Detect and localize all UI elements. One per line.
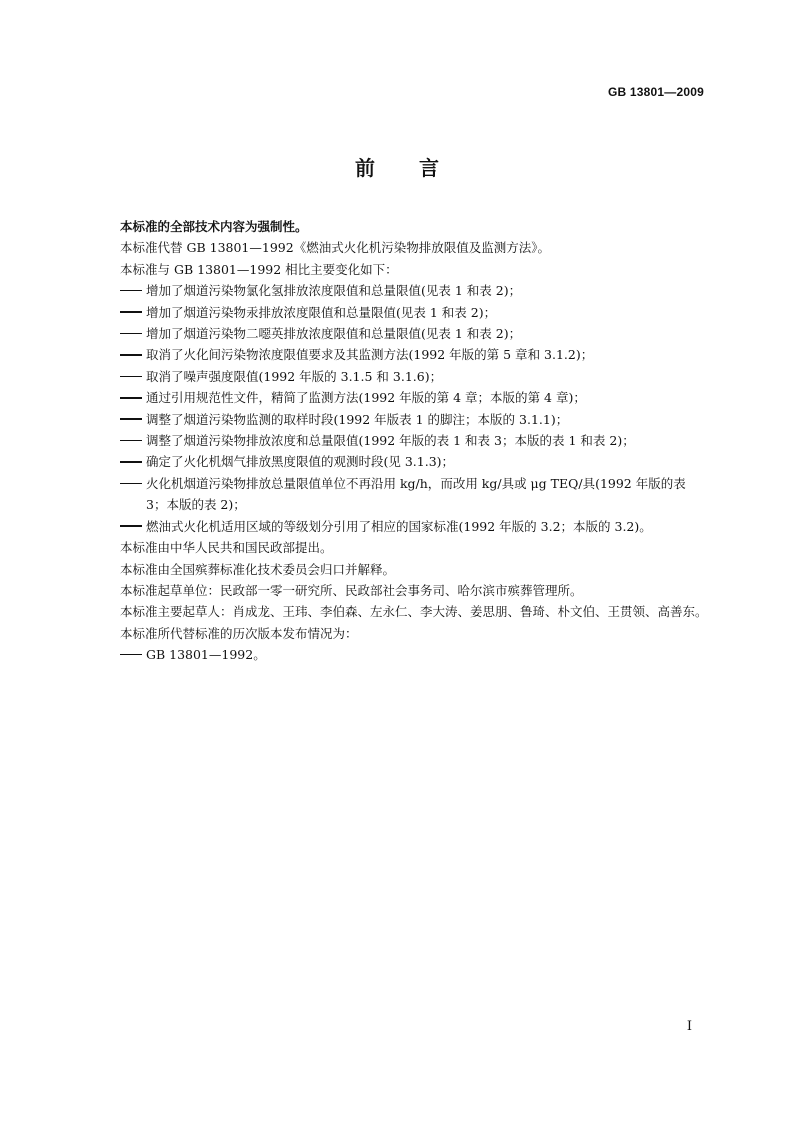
list-item-text: 增加了烟道污染物氯化氢排放浓度限值和总量限值(见表 1 和表 2)；: [146, 283, 522, 299]
page-number: I: [686, 1019, 692, 1034]
list-item: [120, 280, 708, 301]
history-intro: 本标准所代替标准的历次版本发布情况为：: [120, 625, 358, 641]
list-item-text: 调整了烟道污染物排放浓度和总量限值(1992 年版的表 1 和表 3；本版的表 1 和表 2)；: [146, 433, 635, 449]
dash-marker: [120, 430, 146, 451]
history-item-text: GB 13801—1992。: [142, 647, 266, 663]
list-item: [120, 473, 708, 516]
list-item: [120, 451, 708, 472]
list-item-text: 增加了烟道污染物二噁英排放浓度限值和总量限值(见表 1 和表 2)；: [146, 326, 522, 342]
changes-list: [120, 280, 708, 537]
drafting-units-statement: 本标准起草单位：民政部一零一研究所、民政部社会事务司、哈尔滨市殡葬管理所。: [120, 582, 583, 598]
mandatory-statement: 本标准的全部技术内容为强制性。: [120, 219, 308, 234]
standard-code: GB 13801—2009: [608, 85, 704, 99]
list-item-text: 调整了烟道污染物监测的取样时段(1992 年版表 1 的脚注；本版的 3.1.1)；: [146, 411, 569, 427]
history-item: [120, 644, 708, 665]
replaces-statement: 本标准代替 GB 13801—1992《燃油式火化机污染物排放限值及监测方法》。: [120, 240, 550, 256]
dash-marker: [120, 516, 146, 537]
list-item: [120, 430, 708, 451]
list-item-text: 通过引用规范性文件，精简了监测方法(1992 年版的第 4 章；本版的第 4 章)；: [146, 390, 586, 406]
drafters-statement: 本标准主要起草人：肖成龙、王玮、李伯森、左永仁、李大涛、姜思朋、鲁琦、朴文伯、王贯领、高善东。: [120, 604, 708, 620]
dash-marker: [120, 387, 146, 408]
page-title: 前言: [355, 156, 483, 180]
list-item-text: 增加了烟道污染物汞排放浓度限值和总量限值(见表 1 和表 2)；: [146, 304, 497, 320]
list-item: [120, 409, 708, 430]
list-item-text: 确定了火化机烟气排放黑度限值的观测时段(见 3.1.3)；: [146, 454, 455, 470]
dash-marker: [120, 280, 146, 301]
list-item: [120, 516, 708, 537]
list-item: [120, 387, 708, 408]
dash-marker: [120, 323, 146, 344]
managed-by-statement: 本标准由全国殡葬标准化技术委员会归口并解释。: [120, 561, 396, 577]
list-item: [120, 302, 708, 323]
dash-marker: [120, 451, 146, 472]
list-item: [120, 344, 708, 365]
list-item: [120, 323, 708, 344]
dash-marker: [120, 302, 146, 323]
dash-marker: [120, 473, 146, 494]
list-item-text: 火化机烟道污染物排放总量限值单位不再沿用 kg/h，而改用 kg/具或 μg TEQ/具(1992 年版的表 3；本版的表 2)；: [146, 475, 686, 513]
proposed-by-statement: 本标准由中华人民共和国民政部提出。: [120, 540, 333, 556]
list-item-text: 燃油式火化机适用区域的等级划分引用了相应的国家标准(1992 年版的 3.2；本版的 3.2)。: [146, 518, 652, 534]
dash-marker: [120, 344, 146, 365]
dash-marker: [120, 409, 146, 430]
list-item-text: 取消了火化间污染物浓度限值要求及其监测方法(1992 年版的第 5 章和 3.1.2)；: [146, 347, 594, 363]
list-item-text: 取消了噪声强度限值(1992 年版的 3.1.5 和 3.1.6)；: [146, 368, 443, 384]
changes-intro: 本标准与 GB 13801—1992 相比主要变化如下：: [120, 261, 398, 277]
dash-marker: [120, 654, 142, 656]
dash-marker: [120, 366, 146, 387]
list-item: [120, 366, 708, 387]
foreword-content: [120, 216, 708, 666]
